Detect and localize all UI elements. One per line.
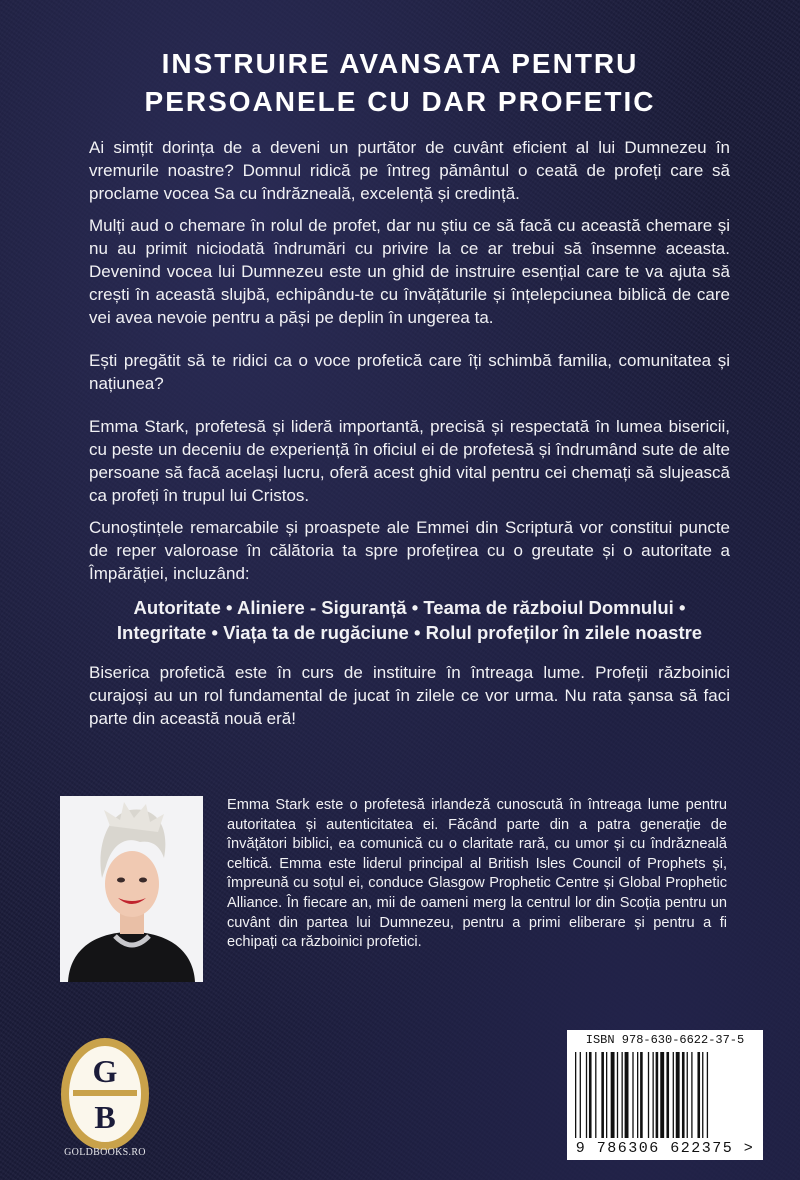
- barcode-bar: [580, 1052, 581, 1138]
- goldbooks-logo-icon: [57, 1036, 153, 1156]
- blurb-paragraph-3: Ești pregătit să te ridici ca o voce profetică care îți schimbă familia, comunitatea și națiunea?: [89, 351, 730, 393]
- barcode-bar: [697, 1052, 700, 1138]
- barcode-bar: [673, 1052, 674, 1138]
- isbn-digits: 9 786306 622375 >: [575, 1140, 755, 1157]
- barcode-bar: [640, 1052, 643, 1138]
- barcode-bar: [687, 1052, 688, 1138]
- barcode-bar: [656, 1052, 659, 1138]
- barcode-bar: [606, 1052, 607, 1138]
- blurb-paragraph-2: Mulți aud o chemare în rolul de profet, dar nu știu ce să facă cu această chemare și nu au primit niciodată îndrumări cu privire la ce ar trebui să însemne aceasta. Devenind vocea lui Dumnezeu este un ghid de instruire esențial care te va ajuta să crești în această slujbă, echipându-te cu învățăturile și înțelepciunea biblică de care vei avea nevoie pentru a păși pe deplin în ungerea ta.: [89, 216, 730, 327]
- barcode-bar: [632, 1052, 633, 1138]
- cover-title: [60, 45, 740, 121]
- blurb-paragraph-5: Cunoștințele remarcabile și proaspete ale Emmei din Scriptură vor constitui puncte de reper valoroase în călătoria ta spre profețirea cu o greutate și o autoritate a Împărăției, incluzând:: [89, 518, 730, 583]
- barcode-bar: [707, 1052, 708, 1138]
- isbn-barcode: [567, 1030, 763, 1160]
- barcode-bar: [601, 1052, 604, 1138]
- barcode-bar: [622, 1052, 623, 1138]
- barcode-bar: [595, 1052, 596, 1138]
- barcode-bar: [617, 1052, 618, 1138]
- svg-text:G: G: [92, 1053, 118, 1089]
- barcode-bar: [653, 1052, 654, 1138]
- barcode-bar: [575, 1052, 576, 1138]
- title-line-1: INSTRUIRE AVANSATA PENTRU: [161, 48, 639, 79]
- barcode-bar: [586, 1052, 587, 1138]
- blurb: [89, 136, 730, 739]
- author-portrait-illustration: [60, 796, 203, 982]
- barcode-bar: [589, 1052, 592, 1138]
- blurb-paragraph-6: Biserica profetică este în curs de instituire în întreaga lume. Profeții războinici curajoși au un rol fundamental de jucat în zilele ce vor urma. Nu rata șansa să faci parte din această nouă eră!: [89, 663, 730, 728]
- barcode-bar: [702, 1052, 703, 1138]
- barcode-bar: [676, 1052, 680, 1138]
- author-photo: [60, 796, 203, 982]
- barcode-bar: [660, 1052, 664, 1138]
- barcode-bar: [691, 1052, 692, 1138]
- publisher-name: GOLDBOOKS.RO: [64, 1147, 146, 1158]
- isbn-label: ISBN 978-630-6622-37-5: [585, 1033, 745, 1047]
- author-bio: Emma Stark este o profetesă irlandeză cunoscută în întreaga lume pentru autoritatea și autenticitatea ei. Făcând parte din a patra generație de învățători biblici, ea comunică cu o claritate rară, cu umor și cu îndrăzneală celtică. Emma este liderul principal al British Isles Council of Prophets și, împreună cu soțul ei, conduce Glasgow Prophetic Centre și Global Prophetic Alliance. În fiecare an, mii de oameni merg la centrul lor din Scoția pentru un cuvânt din partea lui Dumnezeu, pentru a primi eliberare și pentru a fi echipați ca războinici profetici.: [227, 797, 727, 951]
- barcode-bar: [611, 1052, 615, 1138]
- blurb-paragraph-4: Emma Stark, profetesă și lideră importantă, precisă și respectată în lumea bisericii, cu peste un deceniu de experiență în oficiul ei de profetesă și îndrumând sute de alte persoane să facă același lucru, oferă acest ghid vital pentru cei chemați să slujească ca profeți în trupul lui Cristos.: [89, 417, 730, 505]
- barcode-bar: [682, 1052, 685, 1138]
- svg-text:B: B: [94, 1099, 116, 1135]
- barcode-bar: [666, 1052, 669, 1138]
- publisher-logo: [57, 1036, 153, 1156]
- title-line-2: PERSOANELE CU DAR PROFETIC: [144, 86, 656, 117]
- barcode-bar: [625, 1052, 629, 1138]
- topics-highlight: Autoritate • Aliniere - Siguranță • Teama de războiul Domnului • Integritate • Viața ta de rugăciune • Rolul profeților în zilele noastre: [116, 597, 703, 643]
- barcode-bar: [637, 1052, 638, 1138]
- barcode-bars: [575, 1052, 755, 1138]
- blurb-paragraph-1: Ai simțit dorința de a deveni un purtător de cuvânt eficient al lui Dumnezeu în vremurile noastre? Domnul ridică pe întreg pământul o ceată de profeți care să proclame vocea Sa cu îndrăzneală, excelență și credință.: [89, 138, 730, 203]
- barcode-bar: [648, 1052, 649, 1138]
